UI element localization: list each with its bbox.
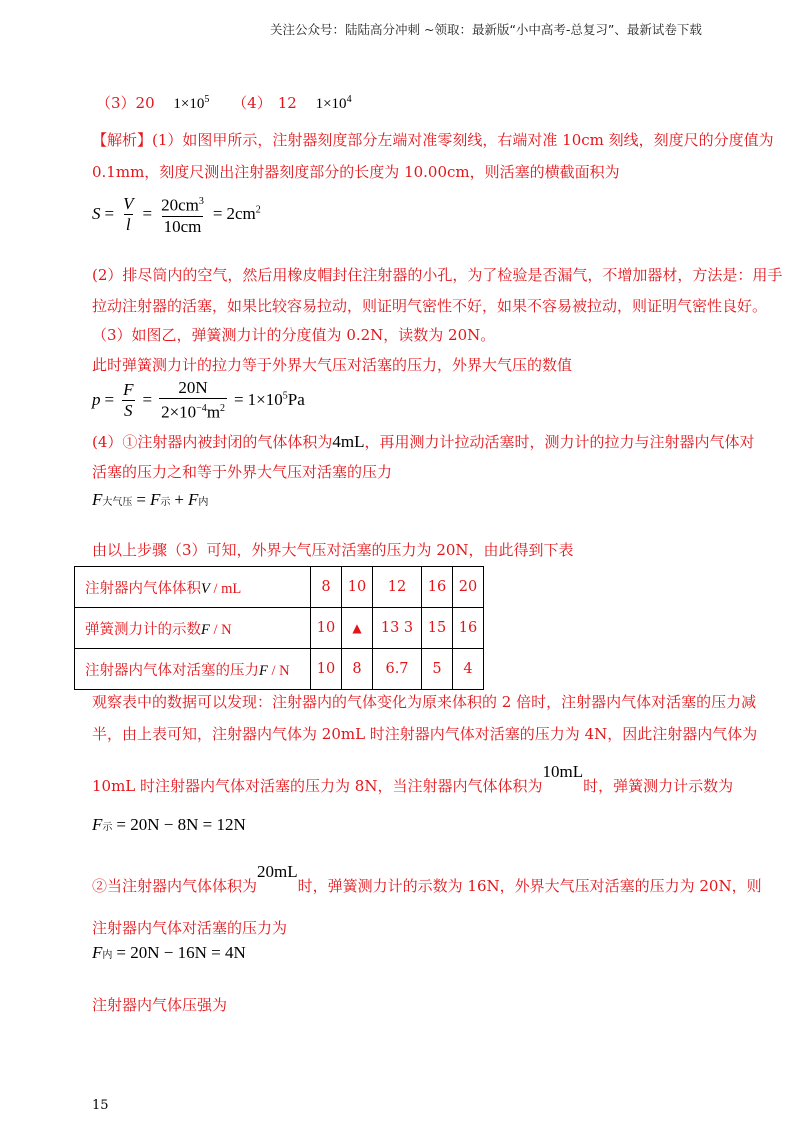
analysis-s4-line1: (4）①注射器内被封闭的气体体积为4mL，再用测力计拉动活塞时，测力计的拉力与注射器内气体对 — [92, 432, 755, 451]
equation-area: S = $\frac{V}{l}$ = $\frac{20cm^3}{10cm}$ = $2cm^2$ — [92, 193, 261, 236]
volume-4ml: 4mL — [332, 432, 365, 451]
inner-force-equation: F 内 = 20N − 16N = 4N — [92, 943, 246, 962]
analysis-s5-line: 由以上步骤（3）可知，外界大气压对活塞的压力为 20N，由此得到下表 — [92, 541, 574, 559]
data-table — [74, 566, 484, 690]
page-header: 关注公众号：陆陆高分冲刺 ~领取：最新版“小中高考-总复习”、最新试卷下载 — [270, 22, 702, 37]
force-balance-equation: F 大气压 = F 示 + F 内 — [92, 490, 209, 509]
table-row: 注射器内气体体积V / mL 8 10 12 16 20 — [75, 567, 484, 608]
volume-20ml: 20mL — [257, 862, 298, 881]
answer-4-label: （4） — [232, 94, 272, 112]
after-p2-line2: 注射器内气体对活塞的压力为 — [92, 919, 288, 937]
analysis-s2-line2: 拉动注射器的活塞，如果比较容易拉动，则证明气密性不好，如果不容易被拉动，则证明气密性良好。 — [92, 297, 768, 315]
after-p3-line: 注射器内气体压强为 — [92, 996, 228, 1014]
analysis-s3-line2: 此时弹簧测力计的拉力等于外界大气压对活塞的压力，外界大气压的数值 — [92, 356, 573, 374]
answers-line — [96, 90, 352, 114]
answer-3-sci: $1\times 10^5$ — [173, 94, 210, 112]
after-p1-line2: 半，由上表可知，注射器内气体为 20mL 时注射器内气体对活塞的压力为 4N，因此注射器内气体为 — [92, 725, 758, 743]
analysis-s3-line1: （3）如图乙，弹簧测力计的分度值为 0.2N，读数为 20N。 — [92, 326, 496, 344]
page-number: 15 — [92, 1098, 109, 1113]
spring-reading-equation: F 示 = 20N − 8N = 12N — [92, 815, 246, 834]
analysis-s4-line2: 活塞的压力之和等于外界大气压对活塞的压力 — [92, 463, 393, 481]
answer-3-label: （3） — [96, 94, 136, 112]
analysis-s2-line1: (2）排尽筒内的空气，然后用橡皮帽封住注射器的小孔，为了检验是否漏气，不增加器材，方法是：用手 — [92, 266, 783, 284]
table-row: 注射器内气体对活塞的压力F / N 10 8 6.7 5 4 — [75, 649, 484, 690]
after-p1-line1: 观察表中的数据可以发现：注射器内的气体变化为原来体积的 2 倍时，注射器内气体对活塞的压力减 — [92, 693, 757, 711]
analysis-s1-line2: 0.1mm，刻度尺测出注射器刻度部分的长度为 10.00cm，则活塞的横截面积为 — [92, 163, 620, 181]
answer-3-value: 20 — [135, 94, 155, 112]
pressure-equation: p = $\frac{F}{S}$ = $\frac{20N}{2\times 10^{-4}m^2}$ = $1\times 10^5Pa$ — [92, 378, 305, 422]
after-p2-line1: ②当注射器内气体体积为20mL时，弹簧测力计的示数为 16N，外界大气压对活塞的压力为 20N，则 — [92, 862, 762, 895]
after-p1-line3: 10mL 时注射器内气体对活塞的压力为 8N，当注射器内气体体积为10mL时，弹簧测力计示数为 — [92, 762, 734, 795]
analysis-s1-line1: 【解析】(1）如图甲所示，注射器刻度部分左端对准零刻线，右端对准 10cm 刻线，刻度尺的分度值为 — [92, 131, 774, 149]
volume-10ml: 10mL — [542, 762, 584, 781]
answer-4-value: 12 — [277, 94, 297, 112]
analysis-tag: 【解析】 — [92, 131, 153, 149]
answer-4-sci: $1\times 10^4$ — [315, 94, 352, 112]
triangle-icon: ▲ — [342, 608, 373, 649]
table-row: 弹簧测力计的示数F / N 10 ▲ 13 3 15 16 — [75, 608, 484, 649]
